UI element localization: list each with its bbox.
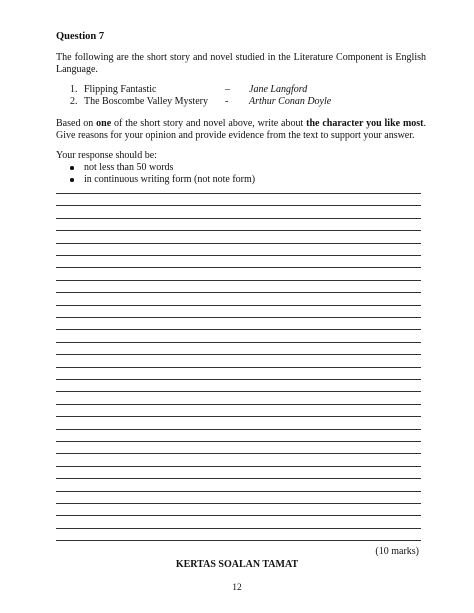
text-author: Arthur Conan Doyle: [249, 96, 332, 107]
answer-line: [56, 255, 421, 256]
list-number: 2.: [70, 96, 78, 107]
task-text: of the short story and novel above, write about: [111, 118, 307, 129]
answer-line: [56, 404, 421, 405]
answer-line: [56, 305, 421, 306]
answer-line: [56, 205, 421, 206]
answer-line: [56, 528, 421, 529]
answer-writing-area[interactable]: [56, 193, 421, 543]
separator-dash: -: [225, 96, 229, 107]
marks-label: (10 marks): [375, 546, 419, 557]
text-title: Flipping Fantastic: [84, 84, 157, 95]
answer-line: [56, 230, 421, 231]
answer-line: [56, 267, 421, 268]
question-heading: Question 7: [56, 31, 105, 42]
task-text: . Give reasons for your opinion and provide evidence from the text to support your answer.: [56, 118, 426, 141]
answer-line: [56, 441, 421, 442]
answer-line: [56, 491, 421, 492]
question-intro: The following are the short story and novel studied in the Literature Component is English Language.: [56, 52, 426, 75]
answer-line: [56, 453, 421, 454]
requirement-text: not less than 50 words: [84, 162, 174, 173]
literature-text-list: [70, 84, 430, 108]
separator-dash: –: [225, 84, 230, 95]
task-instruction: [56, 118, 426, 142]
response-requirements-label: Your response should be:: [56, 150, 157, 161]
answer-line: [56, 317, 421, 318]
answer-line: [56, 540, 421, 541]
answer-line: [56, 515, 421, 516]
answer-line: [56, 243, 421, 244]
bullet-icon: [70, 166, 74, 170]
task-text: Based on: [56, 118, 97, 129]
answer-line: [56, 354, 421, 355]
list-item: [70, 84, 430, 96]
answer-line: [56, 391, 421, 392]
list-number: 1.: [70, 84, 78, 95]
bullet-icon: [70, 178, 74, 182]
answer-line: [56, 218, 421, 219]
answer-line: [56, 329, 421, 330]
answer-line: [56, 478, 421, 479]
answer-line: [56, 379, 421, 380]
text-author: Jane Langford: [249, 84, 308, 95]
end-of-paper-note: KERTAS SOALAN TAMAT: [175, 559, 299, 570]
requirement-text: in continuous writing form (not note form): [84, 174, 256, 185]
answer-line: [56, 503, 421, 504]
task-emphasis: one: [96, 118, 112, 129]
list-item: [70, 96, 430, 108]
answer-line: [56, 342, 421, 343]
answer-line: [56, 280, 421, 281]
page-number: 12: [232, 583, 242, 593]
text-title: The Boscombe Valley Mystery: [84, 96, 208, 107]
task-emphasis: the character you like most: [306, 118, 424, 129]
answer-line: [56, 429, 421, 430]
answer-line: [56, 416, 421, 417]
answer-line: [56, 292, 421, 293]
answer-line: [56, 466, 421, 467]
answer-line: [56, 367, 421, 368]
answer-line: [56, 193, 421, 194]
